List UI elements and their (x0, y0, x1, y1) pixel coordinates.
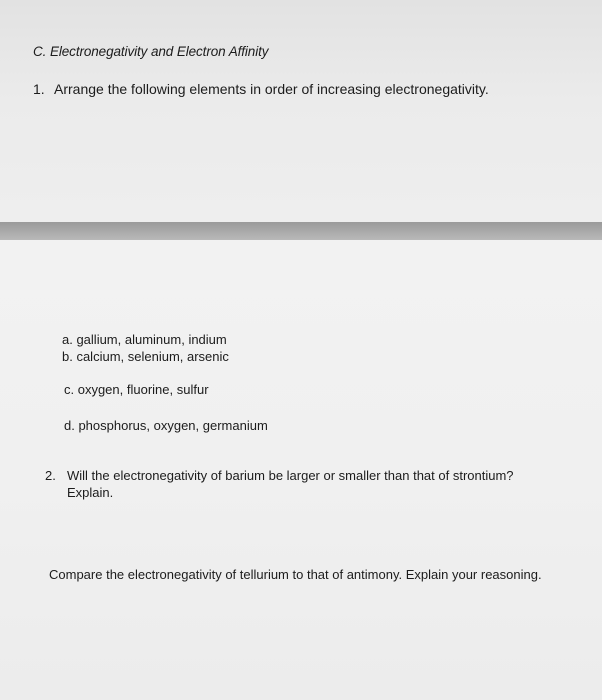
question-1-item-c: c. oxygen, fluorine, sulfur (64, 382, 209, 397)
question-2-line-1: Will the electronegativity of barium be larger or smaller than that of strontium? (67, 468, 514, 483)
question-3-text: Compare the electronegativity of tellurium to that of antimony. Explain your reasoning. (49, 567, 542, 582)
question-2-line-2: Explain. (67, 485, 114, 500)
question-1-item-b: b. calcium, selenium, arsenic (62, 349, 229, 364)
question-1-number: 1. (33, 81, 45, 97)
worksheet-upper-area (0, 0, 602, 222)
question-1-item-a: a. gallium, aluminum, indium (62, 332, 227, 347)
section-heading: C. Electronegativity and Electron Affinity (33, 44, 269, 59)
page-fold-divider (0, 222, 602, 240)
question-2-number: 2. (45, 468, 56, 483)
question-1-text: Arrange the following elements in order of increasing electronegativity. (54, 81, 489, 97)
question-1-item-d: d. phosphorus, oxygen, germanium (64, 418, 268, 433)
